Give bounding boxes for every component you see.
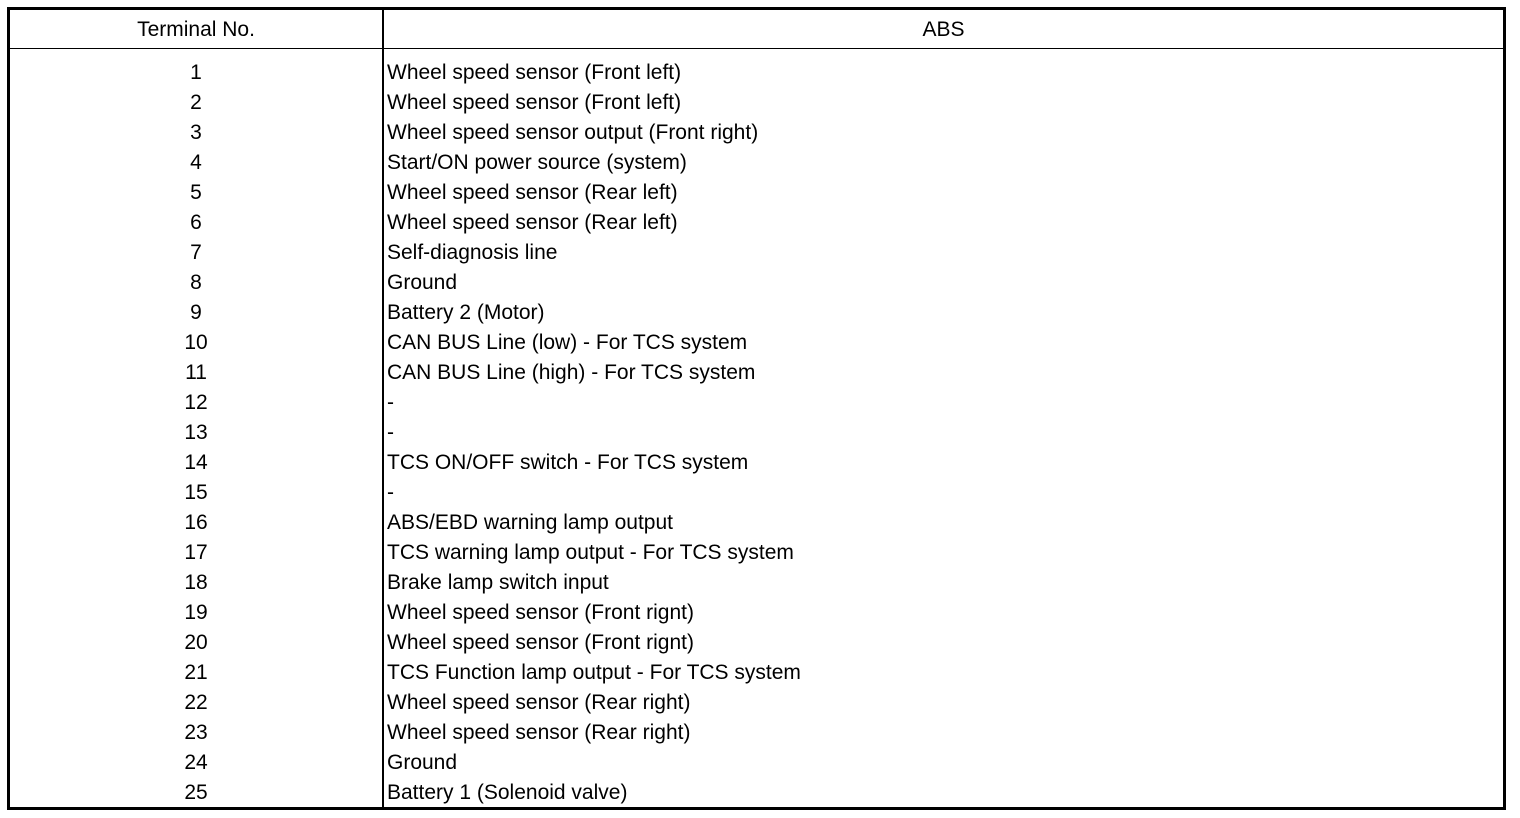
terminal-description: TCS ON/OFF switch - For TCS system xyxy=(387,451,749,474)
terminal-number: 19 xyxy=(184,601,208,624)
terminal-number: 15 xyxy=(184,481,208,504)
terminal-description: Wheel speed sensor (Front left) xyxy=(387,91,682,114)
table-row xyxy=(10,328,1503,358)
terminal-number: 16 xyxy=(184,511,208,534)
table-row xyxy=(10,688,1503,718)
terminal-description: Wheel speed sensor (Rear left) xyxy=(387,211,678,234)
table-row xyxy=(10,628,1503,658)
terminal-number: 1 xyxy=(190,61,202,84)
table-row xyxy=(10,148,1503,178)
terminal-number: 25 xyxy=(184,781,208,804)
table-body xyxy=(10,58,1503,808)
terminal-description: Start/ON power source (system) xyxy=(387,151,687,174)
table-row xyxy=(10,508,1503,538)
table-row xyxy=(10,658,1503,688)
terminal-number: 10 xyxy=(184,331,208,354)
terminal-number: 3 xyxy=(190,121,202,144)
table-row xyxy=(10,568,1503,598)
terminal-description: Wheel speed sensor output (Front right) xyxy=(387,121,759,144)
terminal-description: CAN BUS Line (low) - For TCS system xyxy=(387,331,748,354)
terminal-description: Wheel speed sensor (Front left) xyxy=(387,61,682,84)
terminal-description: Self-diagnosis line xyxy=(387,241,558,264)
terminal-description: TCS Function lamp output - For TCS system xyxy=(387,661,801,684)
header-rule xyxy=(10,48,1503,49)
table-row xyxy=(10,208,1503,238)
terminal-description: - xyxy=(387,421,394,444)
table-row xyxy=(10,298,1503,328)
terminal-number: 22 xyxy=(184,691,208,714)
terminal-table xyxy=(7,7,1506,810)
terminal-number: 8 xyxy=(190,271,202,294)
terminal-number: 11 xyxy=(185,361,207,384)
header-terminal-no: Terminal No. xyxy=(137,18,255,41)
terminal-number: 9 xyxy=(190,301,202,324)
terminal-description: ABS/EBD warning lamp output xyxy=(387,511,673,534)
terminal-description: Battery 2 (Motor) xyxy=(387,301,545,324)
table-row xyxy=(10,538,1503,568)
terminal-number: 24 xyxy=(184,751,208,774)
terminal-description: Wheel speed sensor (Rear right) xyxy=(387,721,691,744)
terminal-number: 7 xyxy=(190,241,202,264)
terminal-description: Wheel speed sensor (Rear right) xyxy=(387,691,691,714)
terminal-description: - xyxy=(387,481,394,504)
table-row xyxy=(10,238,1503,268)
terminal-number: 20 xyxy=(184,631,208,654)
table-row xyxy=(10,388,1503,418)
table-row xyxy=(10,598,1503,628)
terminal-number: 13 xyxy=(184,421,208,444)
table-row xyxy=(10,178,1503,208)
terminal-description: TCS warning lamp output - For TCS system xyxy=(387,541,794,564)
terminal-description: Ground xyxy=(387,751,458,774)
terminal-number: 6 xyxy=(190,211,202,234)
terminal-description: Battery 1 (Solenoid valve) xyxy=(387,781,628,804)
terminal-description: Brake lamp switch input xyxy=(387,571,609,594)
terminal-number: 17 xyxy=(184,541,208,564)
terminal-description: - xyxy=(387,391,394,414)
table-row xyxy=(10,748,1503,778)
terminal-number: 14 xyxy=(184,451,208,474)
terminal-number: 12 xyxy=(184,391,208,414)
table-row xyxy=(10,358,1503,388)
terminal-number: 18 xyxy=(184,571,208,594)
table-row xyxy=(10,58,1503,88)
terminal-number: 5 xyxy=(190,181,202,204)
table-row xyxy=(10,118,1503,148)
terminal-number: 4 xyxy=(190,151,202,174)
header-abs: ABS xyxy=(922,18,965,41)
table-row xyxy=(10,718,1503,748)
table-row xyxy=(10,778,1503,808)
table-row xyxy=(10,418,1503,448)
terminal-description: Ground xyxy=(387,271,458,294)
table-row xyxy=(10,88,1503,118)
table-row xyxy=(10,268,1503,298)
terminal-number: 21 xyxy=(184,661,208,684)
terminal-number: 23 xyxy=(184,721,208,744)
table-row xyxy=(10,448,1503,478)
terminal-number: 2 xyxy=(190,91,202,114)
terminal-description: Wheel speed sensor (Rear left) xyxy=(387,181,678,204)
terminal-description: CAN BUS Line (high) - For TCS system xyxy=(387,361,756,384)
terminal-description: Wheel speed sensor (Front rignt) xyxy=(387,601,694,624)
terminal-description: Wheel speed sensor (Front rignt) xyxy=(387,631,694,654)
table-row xyxy=(10,478,1503,508)
